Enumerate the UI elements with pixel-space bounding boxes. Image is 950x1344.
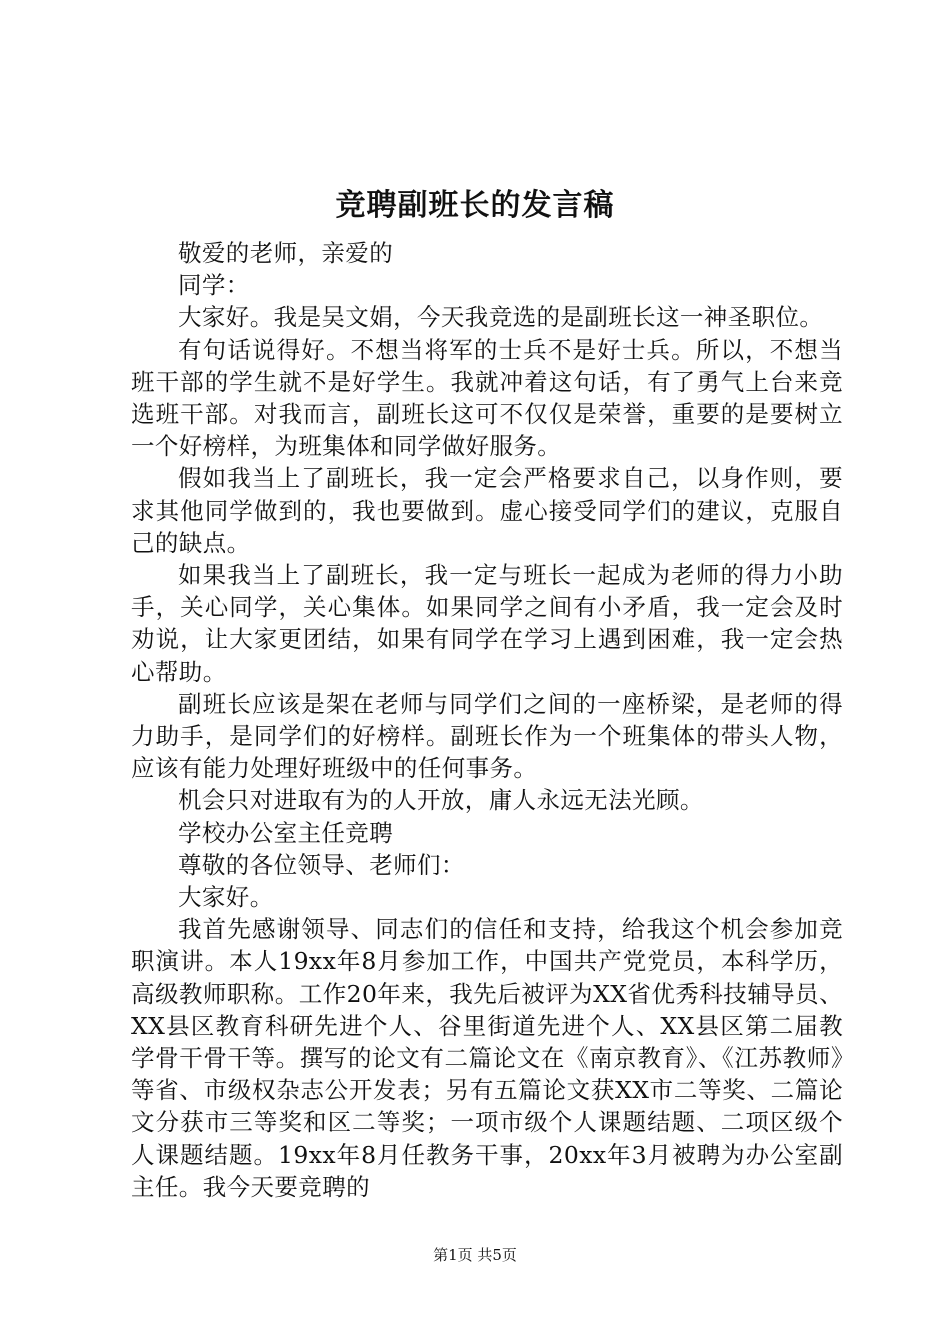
paragraph: 尊敬的各位领导、老师们： bbox=[178, 850, 465, 879]
document-title: 竞聘副班长的发言稿 bbox=[335, 188, 615, 223]
paragraph: 如果我当上了副班长，我一定与班长一起成为老师的得力小助手，关心同学，关心集体。如果同学之间有小矛盾，我一定会及时劝说，让大家更团结，如果有同学在学习上遇到困难，我一定会热心帮助。 bbox=[131, 561, 843, 686]
paragraph: 同学： bbox=[178, 271, 250, 300]
paragraph: 学校办公室主任竞聘 bbox=[178, 818, 394, 847]
paragraph: 敬爱的老师，亲爱的 bbox=[178, 239, 394, 267]
paragraph: 假如我当上了副班长，我一定会严格要求自己，以身作则，要求其他同学做到的，我也要做到。虚心接受同学们的建议，克服自己的缺点。 bbox=[131, 464, 843, 557]
paragraph: 大家好。我是吴文娟，今天我竞选的是副班长这一神圣职位。 bbox=[178, 303, 824, 332]
page-footer: 第1页 共5页 bbox=[433, 1246, 517, 1264]
paragraph: 机会只对进取有为的人开放，庸人永远无法光顾。 bbox=[178, 786, 704, 815]
paragraph: 有句话说得好。不想当将军的士兵不是好士兵。所以，不想当班干部的学生就不是好学生。我就冲着这句话，有了勇气上台来竞选班干部。对我而言，副班长这可不仅仅是荣誉，重要的是要树立一个好榜样，为班集体和同学做好服务。 bbox=[131, 335, 843, 461]
paragraph: 我首先感谢领导、同志们的信任和支持，给我这个机会参加竞职演讲。本人19xx年8月参加工作，中国共产党党员，本科学历，高级教师职称。工作20年来，我先后被评为XX省优秀科技辅导员、XX县区教育科研先进个人、谷里街道先进个人、XX县区第二届教学骨干骨干等。撰写的论文有二篇论文在《南京教育》、《江苏教师》等省、市级权杂志公开发表；另有五篇论文获XX市二等奖、二篇论文分获市三等奖和区二等奖；一项市级个人课题结题、二项区级个人课题结题。19xx年8月任教务干事，20xx年3月被聘为办公室副主任。我今天要竞聘的 bbox=[131, 915, 843, 1201]
paragraph: 大家好。 bbox=[178, 883, 274, 912]
document-body bbox=[131, 237, 843, 1203]
paragraph: 副班长应该是架在老师与同学们之间的一座桥梁，是老师的得力助手，是同学们的好榜样。副班长作为一个班集体的带头人物，应该有能力处理好班级中的任何事务。 bbox=[131, 689, 843, 783]
